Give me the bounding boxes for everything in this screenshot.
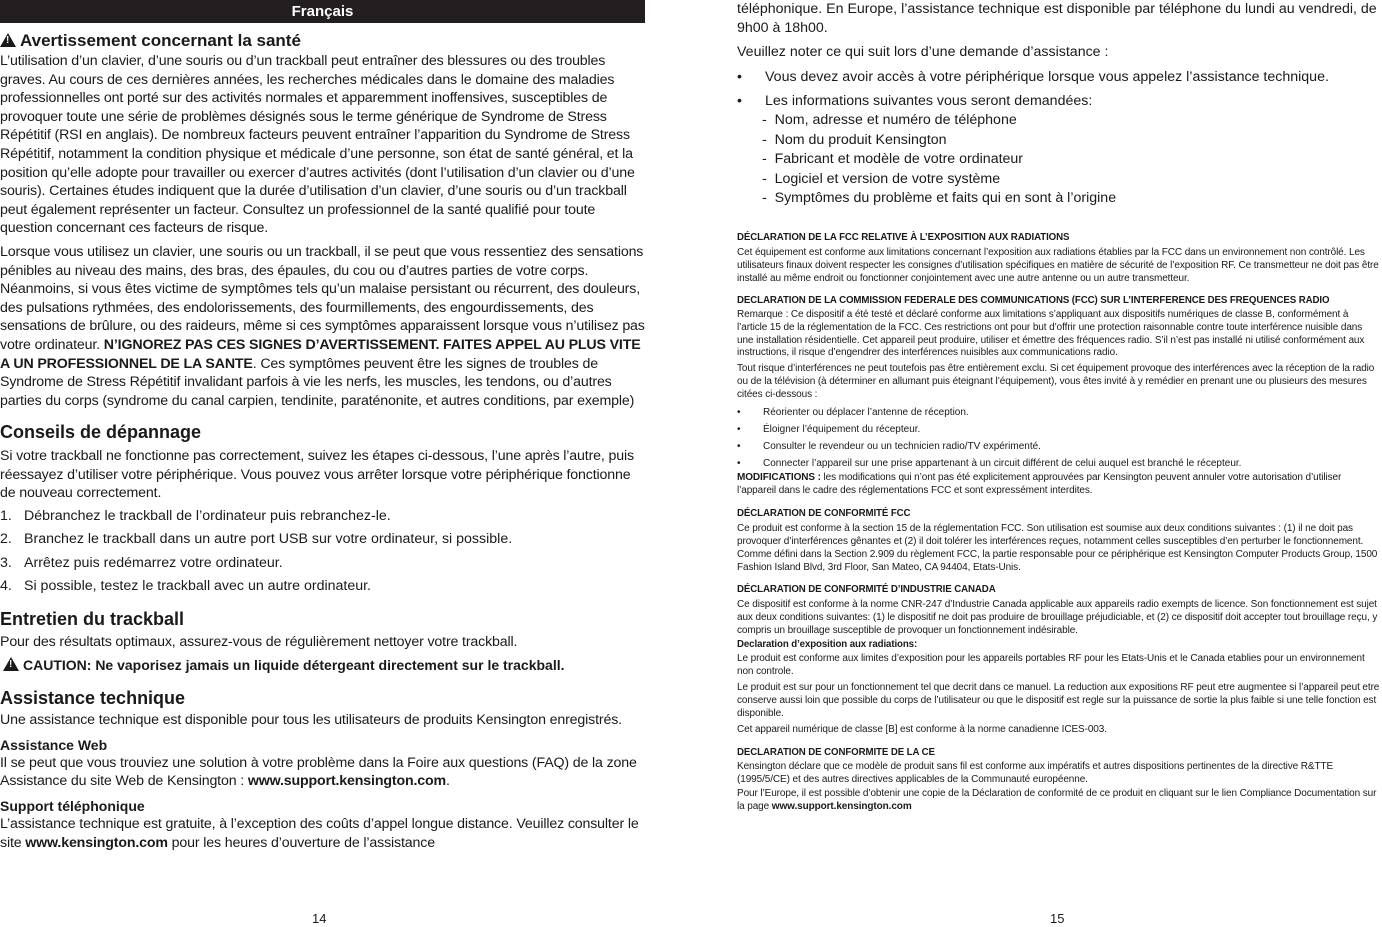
support-link[interactable]: www.support.kensington.com <box>247 773 446 790</box>
health-paragraph-2: Lorsque vous utilisez un clavier, une souris ou un trackball, il se peut que vous ressentiez des sensations pénibles au niveau des mains, des bras, des épaules, du cou ou d’autres parties de votre corps. Néanmoins, si vous êtes victime de symptômes tels qu’un malaise persistant ou récurrent, des douleurs, des pulsations rythmées, des endolorissements, des fourmillements, des engourdissements, des sensations de brûlure, ou des raideurs, même si ces symptômes apparaissent lorsque vous n’utilisez pas votre ordinateur. N’IGNOREZ PAS CES SIGNES D’AVERTISSEMENT. FAITES APPEL AU PLUS VITE A UN PROFESSIONNEL DE LA SANTE. Ces symptômes peuvent être les signes de troubles de Syndrome de Stress Répétitif invalidant parfois à vie les nerfs, les muscles, les tendons, ou d’autres parties du corps (syndrome du canal carpien, tendinite, paraténonite, et autres conditions, par exemple) <box>0 243 645 409</box>
list-item: • Vous devez avoir accès à votre périphérique lorsque vous appelez l’assistance technique. <box>737 69 1329 85</box>
section-text: Ce dispositif est conforme à la norme CNR-247 d’Industrie Canada applicable aux appareils radio exempts de licence. Son fonctionnement est sujet aux deux conditions suivantes: (1) le dispositif ne doit pas produire de brouillage préjudiciable, et (2) ce dispositif doit accepter tout brouillage reçu, y compris un brouillage susceptible de provoquer un fonctionnement indésirable. <box>737 599 1378 637</box>
right-page <box>737 0 1380 926</box>
list-item: • Connecter l’appareil sur une prise appartenant à un circuit différent de celui auquel est branché le récepteur. <box>737 458 1242 470</box>
step-item: 3. Arrêtez puis redémarrez votre ordinateur. <box>0 554 283 571</box>
support-note: Veuillez noter ce qui suit lors d’une demande d’assistance : <box>737 44 1109 60</box>
step-item: 1. Débranchez le trackball de l’ordinateur puis rebranchez-le. <box>0 508 391 525</box>
section-text: Remarque : Ce dispositif a été testé et déclaré conforme aux limitations s’appliquant aux dispositifs numériques de classe B, conformément à l’article 15 de la réglementation de la FCC. Ces restrictions ont pour but d’offrir une protection raisonnable contre toute interférence nuisible dans une installation résidentielle. Cet appareil peut produire, utiliser et émettre des fréquences radio. S’il n’est pas installé ni utilisé conformément aux instructions, il risque d’engendrer des interférences nuisibles aux communications radio. <box>737 308 1365 359</box>
left-page <box>0 0 645 926</box>
warning-icon <box>0 33 16 47</box>
list-item: - Nom du produit Kensington <box>762 131 1380 151</box>
step-item: 4. Si possible, testez le trackball avec un autre ordinateur. <box>0 578 371 595</box>
list-item: • Réorienter ou déplacer l’antenne de réception. <box>737 407 969 419</box>
health-warning-emphasis: N’IGNOREZ PAS CES SIGNES D’AVERTISSEMENT. FAITES APPEL AU PLUS VITE A UN PROFESSIONNEL DE LA SANTE <box>0 336 641 372</box>
troubleshoot-section <box>0 421 645 598</box>
maintenance-text: Pour des résultats optimaux, assurez-vous de régulièrement nettoyer votre trackball. <box>0 633 518 650</box>
section-text: Tout risque d’interférences ne peut toutefois pas être entièrement exclu. Si cet équipement provoque des interférences avec la réception de la radio ou de la télévision (à déterminer en allumant puis éteignant l’équipement), vous êtes invité à y remédier en prenant une ou plusieurs des mesures citées ci-dessous : <box>737 363 1375 401</box>
requested-info-list <box>737 111 1380 209</box>
section-title: DÉCLARATION DE CONFORMITÉ FCC <box>737 507 911 519</box>
fcc-conformity-section <box>737 507 1380 575</box>
list-item: • Éloigner l’équipement du récepteur. <box>737 424 921 436</box>
fcc-radiation-section <box>737 231 1380 286</box>
list-item: - Nom, adresse et numéro de téléphone <box>762 111 1380 131</box>
section-title: DÉCLARATION DE LA FCC RELATIVE À L’EXPOSITION AUX RADIATIONS <box>737 231 1070 243</box>
language-bar: Français <box>0 0 645 23</box>
list-item: - Symptômes du problème et faits qui en sont à l’origine <box>762 189 1380 209</box>
web-support-title: Assistance Web <box>0 736 108 753</box>
phone-support-text: L’assistance technique est gratuite, à l’exception des coûts d’appel longue distance. Veuillez consulter le site www.kensington.com pour les heures d’ouverture de l’assistance <box>0 816 639 851</box>
section-title: DECLARATION DE LA COMMISSION FEDERALE DES COMMUNICATIONS (FCC) SUR L’INTERFERENCE DES FREQUENCES RADIO <box>737 294 1330 306</box>
troubleshoot-intro: Si votre trackball ne fonctionne pas correctement, suivez les étapes ci-dessous, l’une après l’autre, puis réessayez d’utiliser votre périphérique. Vous pouvez vous arrêter lorsque votre périphérique fonctionne de nouveau correctement. <box>0 448 634 502</box>
support-section <box>0 687 645 852</box>
support-requirements <box>737 67 1380 111</box>
industry-canada-section <box>737 583 1380 736</box>
troubleshoot-steps <box>0 505 645 599</box>
phone-support-title: Support téléphonique <box>0 798 145 815</box>
section-text: Pour l’Europe, il est possible d’obtenir une copie de la Déclaration de conformité de ce produit en cliquant sur le lien Compliance Documentation sur la page www.support.kensington.com <box>737 788 1377 813</box>
health-paragraph-1: L’utilisation d’un clavier, d’une souris ou d’un trackball peut entraîner des blessures ou des troubles graves. Au cours de ces dernières années, les recherches médicales dans le domaine des maladies professionnelles ont porté sur des activités normales et apparemment inoffensives, susceptibles de provoquer toute une série de problèmes désignés sous le terme générique de Syndrome de Stress Répétitif (RSI en anglais). De nombreux facteurs peuvent entraîner l’apparition du Syndrome de Stress Répétitif, notamment la condition physique et médicale d’une personne, son état de santé général, et la position qu’elle adopte pour travailler ou exercer d’autres activités (dont l’utilisation d’un clavier ou d’une souris). Certaines études indiquent que la durée d’utilisation d’un clavier, d’une souris ou d’un trackball peut également représenter un facteur. Consultez un professionnel de la santé qualifié pour toute question concernant ces facteurs de risque. <box>0 53 635 237</box>
list-item: - Fabricant et modèle de votre ordinateur <box>762 150 1380 170</box>
page-number: 14 <box>312 911 327 926</box>
support-intro: Une assistance technique est disponible pour tous les utilisateurs de produits Kensington enregistrés. <box>0 712 622 729</box>
section-text: Ce produit est conforme à la section 15 de la réglementation FCC. Son utilisation est soumise aux deux conditions suivantes : (1) il ne doit pas provoquer d’interférences gênantes et (2) il doit tolérer les interférences reçues, notamment celles susceptibles d’en perturber le fonctionnement. Comme défini dans la Section 2.909 du règlement FCC, la partie responsable pour ce périphérique est Kensington Computer Products Group, 1500 Fashion Island Blvd, 3rd Floor, San Mateo, CA 94404, Etats-Unis. <box>737 522 1378 573</box>
maintenance-caution: !CAUTION: Ne vaporisez jamais un liquide détergeant directement sur le trackball. <box>0 656 645 674</box>
section-title: DÉCLARATION DE CONFORMITÉ D’INDUSTRIE CANADA <box>737 584 996 596</box>
warning-icon <box>3 657 19 671</box>
section-text: Cet équipement est conforme aux limitations concernant l’exposition aux radiations établies par la FCC dans un environnement non contrôlé. Les utilisateurs finaux doivent respecter les consignes d’utilisation spécifiques en matière de sécurité de l’exposition RF. Ce transmetteur ne doit pas être installé au même endroit ou fonctionner conjointement avec une autre antenne ou un autre transmetteur. <box>737 246 1379 284</box>
maintenance-title: Entretien du trackball <box>0 608 185 629</box>
section-text: Kensington déclare que ce modèle de produit sans fil est conforme aux impératifs et autres dispositions pertinentes de la directive R&TTE (1995/5/CE) et des autres directives applicables de la Communauté européenne. <box>737 760 1334 785</box>
list-item: • Consulter le revendeur ou un technicien radio/TV expérimenté. <box>737 441 1041 453</box>
section-text: Le produit est conforme aux limites d’exposition pour les appareils portables RF pour les Etats-Unis et le Canada etablies pour un environnement non controle. <box>737 653 1365 678</box>
health-section <box>0 30 645 410</box>
ce-section <box>737 746 1380 815</box>
health-title: !Avertissement concernant la santé <box>0 30 645 52</box>
support-title: Assistance technique <box>0 688 186 709</box>
section-text: Cet appareil numérique de classe [B] est conforme à la norme canadienne ICES-003. <box>737 723 1107 735</box>
section-title: DECLARATION DE CONFORMITE DE LA CE <box>737 746 935 758</box>
troubleshoot-title: Conseils de dépannage <box>0 422 202 443</box>
list-item: • Les informations suivantes vous seront demandées: <box>737 93 1093 109</box>
support-continued: téléphonique. En Europe, l’assistance technique est disponible par téléphone du lundi au vendredi, de 9h00 à 18h00. <box>737 1 1377 36</box>
fcc-interference-section <box>737 294 1380 498</box>
section-text: Le produit est sur pour un fonctionnement tel que decrit dans ce manuel. La reduction aux expositions RF peut etre augmentee si l’appareil peut etre conserve aussi loin que possible du corps de l’utilisateur ou que le dispositif est regle sur la puissance de sortie la plus faible si une telle fonction est disponible. <box>737 682 1380 719</box>
kensington-link[interactable]: www.kensington.com <box>25 834 168 851</box>
support-link[interactable]: www.support.kensington.com <box>771 801 912 813</box>
remedy-list <box>737 404 1380 472</box>
page-number: 15 <box>1050 911 1065 926</box>
exposure-title: Declaration d’exposition aux radiations: <box>737 639 918 651</box>
modifications-text: MODIFICATIONS : les modifications qui n’ont pas été explicitement approuvées par Kensington peuvent annuler votre autorisation d’utiliser l’appareil dans le cadre des réglementations FCC et sont expressément interdites. <box>737 472 1342 496</box>
maintenance-section <box>0 608 645 675</box>
web-support-text: Il se peut que vous trouviez une solution à votre problème dans la Foire aux questions (FAQ) de la zone Assistance du site Web de Kensington : www.support.kensington.com. <box>0 754 637 790</box>
step-item: 2. Branchez le trackball dans un autre port USB sur votre ordinateur, si possible. <box>0 531 513 548</box>
list-item: - Logiciel et version de votre système <box>762 170 1380 190</box>
